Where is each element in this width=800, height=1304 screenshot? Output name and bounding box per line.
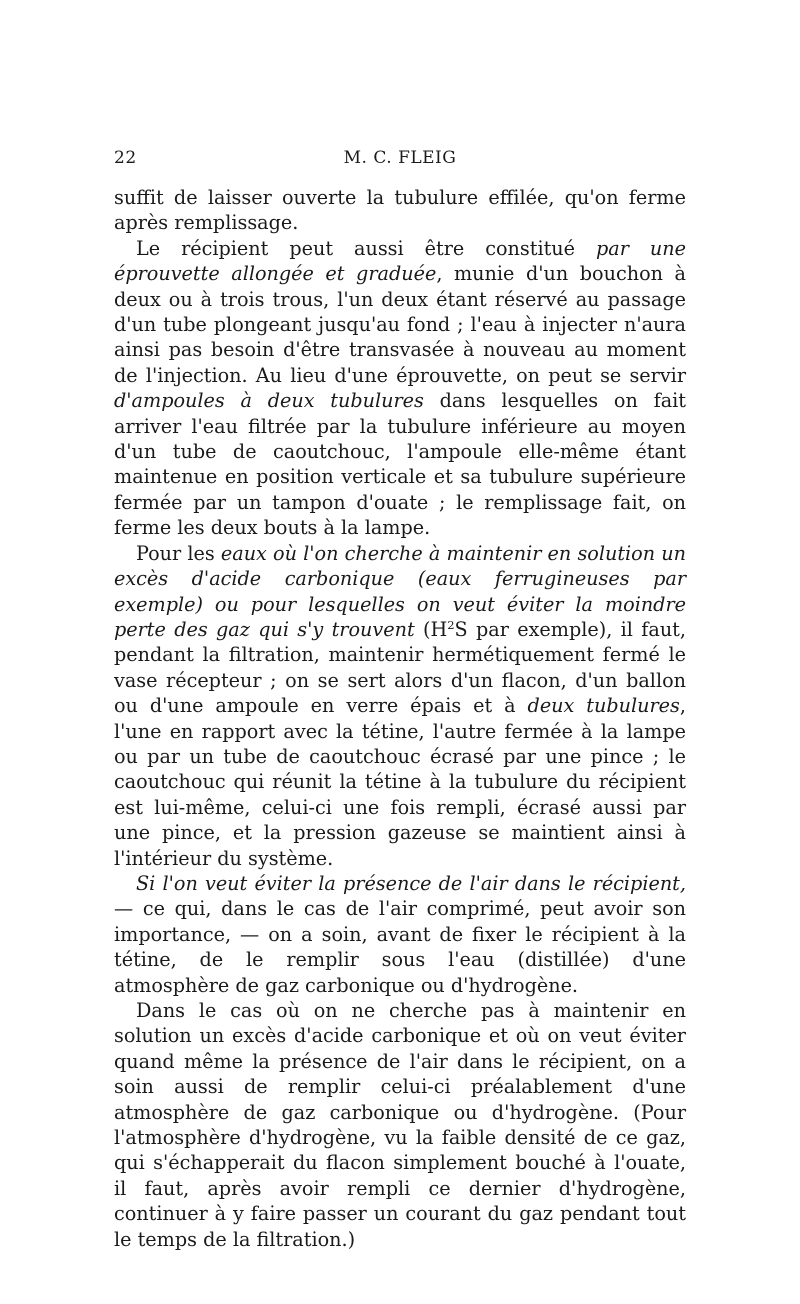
page-body <box>114 185 686 1252</box>
paragraph-4-italic-1: Si l'on veut éviter la présence de l'air dans le récipient, <box>136 871 686 895</box>
paragraph-3-italic-2: deux tubulures <box>527 694 680 718</box>
paragraph-2-italic-1: par une éprouvette allongée et graduée <box>114 236 686 286</box>
paragraph-3-part-f: , l'une en rapport avec la tétine, l'autre fermée à la lampe ou par un tube de caoutchouc écrasé par une pince ; le caoutchouc qui réunit la tétine à la tubulure du récipient est lui-même, celui-ci une fois rempli, écrasé aussi par une pince, et la pression gazeuse se maintient ainsi à l'intérieur du système. <box>114 694 686 870</box>
paragraph-2 <box>114 236 686 541</box>
paragraph-2-italic-2: d'ampoules à deux tubulures <box>114 389 424 413</box>
page-number: 22 <box>114 148 137 168</box>
paragraph-4-part-b: — ce qui, dans le cas de l'air comprimé, peut avoir son importance, — on a soin, avant de fixer le récipient à la tétine, de le remplir sous l'eau (distillée) d'une atmosphère de gaz carbonique ou d'hydrogène. <box>114 897 686 997</box>
paragraph-2-part-e: dans lesquelles on fait arriver l'eau filtrée par la tubulure inférieure au moyen d'un tube de caoutchouc, l'ampoule elle-même étant maintenue en position verticale et sa tubulure supérieure fermée par un tampon d'ouate ; le remplissage fait, on ferme les deux bouts à la lampe. <box>114 389 686 540</box>
paragraph-5-text: Dans le cas où on ne cherche pas à maintenir en solution un excès d'acide carbonique et où on veut éviter quand même la présence de l'air dans le récipient, on a soin aussi de remplir celui-ci préalablement d'une atmosphère de gaz carbonique ou d'hydrogène. (Pour l'atmosphère d'hydrogène, vu la faible densité de ce gaz, qui s'échapperait du flacon simplement bouché à l'ouate, il faut, après avoir rempli ce dernier d'hydrogène, continuer à y faire passer un courant du gaz pendant tout le temps de la filtration.) <box>114 999 686 1251</box>
paragraph-3-part-a: Pour les <box>136 541 221 565</box>
paragraph-1 <box>114 185 686 236</box>
paragraph-1-text: suffit de laisser ouverte la tubulure effilée, qu'on ferme après remplissage. <box>114 186 686 235</box>
running-title: M. C. FLEIG <box>343 148 457 168</box>
paragraph-2-part-a: Le récipient peut aussi être constitué <box>136 236 597 260</box>
page-header <box>114 148 686 178</box>
paragraph-3-part-d: S par exemple), il faut, pendant la filtration, maintenir hermétiquement fermé le vase récepteur ; on se sert alors d'un flacon, d'un ballon ou d'une ampoule en verre épais et à <box>114 617 686 718</box>
paragraph-4 <box>114 871 686 998</box>
paragraph-3-part-c: (H <box>414 617 448 641</box>
paragraph-3-italic-1: eaux où l'on cherche à maintenir en solution un excès d'acide carbonique (eaux ferrugineuses par exemple) ou pour lesquelles on veut éviter la moindre perte des gaz qui s'y trouvent <box>114 541 686 641</box>
paragraph-5 <box>114 998 686 1252</box>
paragraph-3-superscript: 2 <box>447 618 455 632</box>
paragraph-2-part-c: , munie d'un bouchon à deux ou à trois trous, l'un deux étant réservé au passage d'un tube plongeant jusqu'au fond ; l'eau à injecter n'aura ainsi pas besoin d'être transvasée à nouveau au moment de l'injection. Au lieu d'une éprouvette, on peut se servir <box>114 262 686 387</box>
paragraph-3 <box>114 541 686 871</box>
